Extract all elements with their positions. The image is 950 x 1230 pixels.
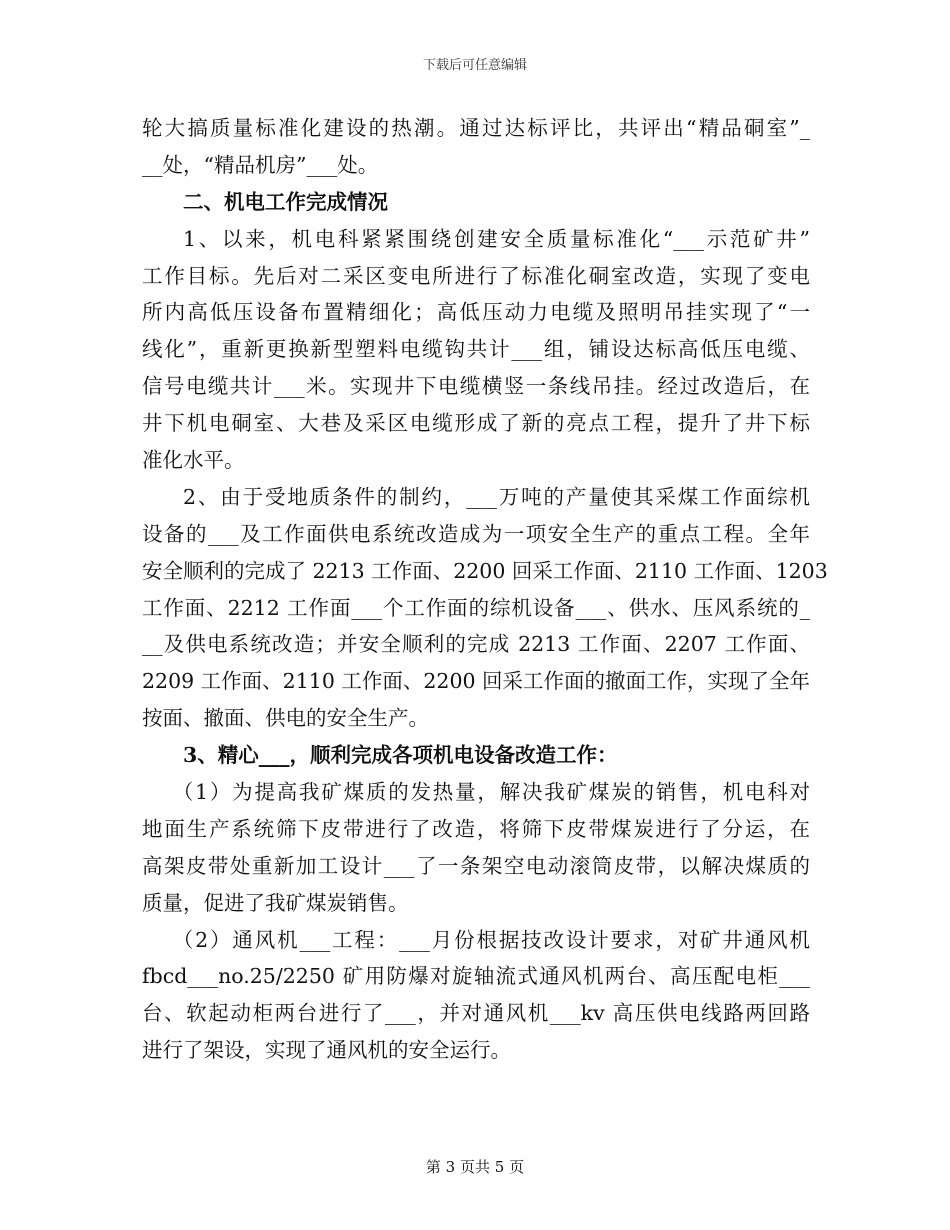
text-line: 质量，促进了我矿煤炭销售。 (142, 890, 409, 915)
text-line: 工作目标。先后对二采区变电所进行了标准化硐室改造，实现了变电 (142, 263, 810, 288)
document-body (142, 110, 828, 1069)
text-line: 台、软起动柜两台进行了___，并对通风机___kv 高压供电线路两回路 (142, 1001, 810, 1026)
text-line: 按面、撤面、供电的安全生产。 (142, 706, 429, 731)
text-line: （1）为提高我矿煤质的发热量，解决我矿煤炭的销售，机电科对 (172, 780, 810, 805)
text-line: 2209 工作面、2110 工作面、2200 回采工作面的撤面工作，实现了全年 (142, 669, 811, 694)
text-line: 所内高低压设备布置精细化；高低压动力电缆及照明吊挂实现了“一 (142, 300, 810, 325)
text-line: 井下机电硐室、大巷及采区电缆形成了新的亮点工程，提升了井下标 (142, 411, 810, 436)
text-line: 设备的___及工作面供电系统改造成为一项安全生产的重点工程。全年 (142, 521, 810, 546)
text-line: __及供电系统改造；并安全顺利的完成 2213 工作面、2207 工作面、 (142, 632, 810, 657)
section-heading: 3、精心___，顺利完成各项机电设备改造工作： (183, 743, 618, 768)
page-footer: 第 3 页共 5 页 (425, 1158, 525, 1176)
text-line: 进行了架设，实现了通风机的安全运行。 (142, 1038, 511, 1063)
text-line: 2、由于受地质条件的制约，___万吨的产量使其采煤工作面综机 (183, 484, 810, 509)
text-line: 准化水平。 (142, 448, 245, 473)
text-line: 轮大搞质量标准化建设的热潮。通过达标评比，共评出“精品硐室”_ (142, 116, 810, 140)
text-line: （2）通风机___工程：___月份根据技改设计要求，对矿井通风机 (172, 927, 810, 952)
text-line: 1、以来，机电科紧紧围绕创建安全质量标准化“___示范矿井” (183, 226, 810, 251)
text-line: fbcd___no.25/2250 矿用防爆对旋轴流式通风机两台、高压配电柜___ (142, 964, 810, 989)
text-line: 工作面、2212 工作面___个工作面的综机设备___、供水、压风系统的_ (142, 595, 810, 620)
text-line: 线化”，重新更换新型塑料电缆钩共计___组，铺设达标高低压电缆、 (142, 337, 810, 362)
text-line: 信号电缆共计___米。实现井下电缆横竖一条线吊挂。经过改造后，在 (142, 374, 810, 399)
text-line: __处，“精品机房”___处。 (142, 152, 379, 177)
section-heading: 二、机电工作完成情况 (183, 189, 388, 214)
text-line: 安全顺利的完成了 2213 工作面、2200 回采工作面、2110 工作面、1203 (142, 558, 828, 583)
text-line: 地面生产系统筛下皮带进行了改造，将筛下皮带煤炭进行了分运，在 (142, 816, 810, 841)
text-line: 高架皮带处重新加工设计___了一条架空电动滚筒皮带，以解决煤质的 (142, 853, 810, 878)
page-header: 下载后可任意编辑 (422, 58, 527, 73)
